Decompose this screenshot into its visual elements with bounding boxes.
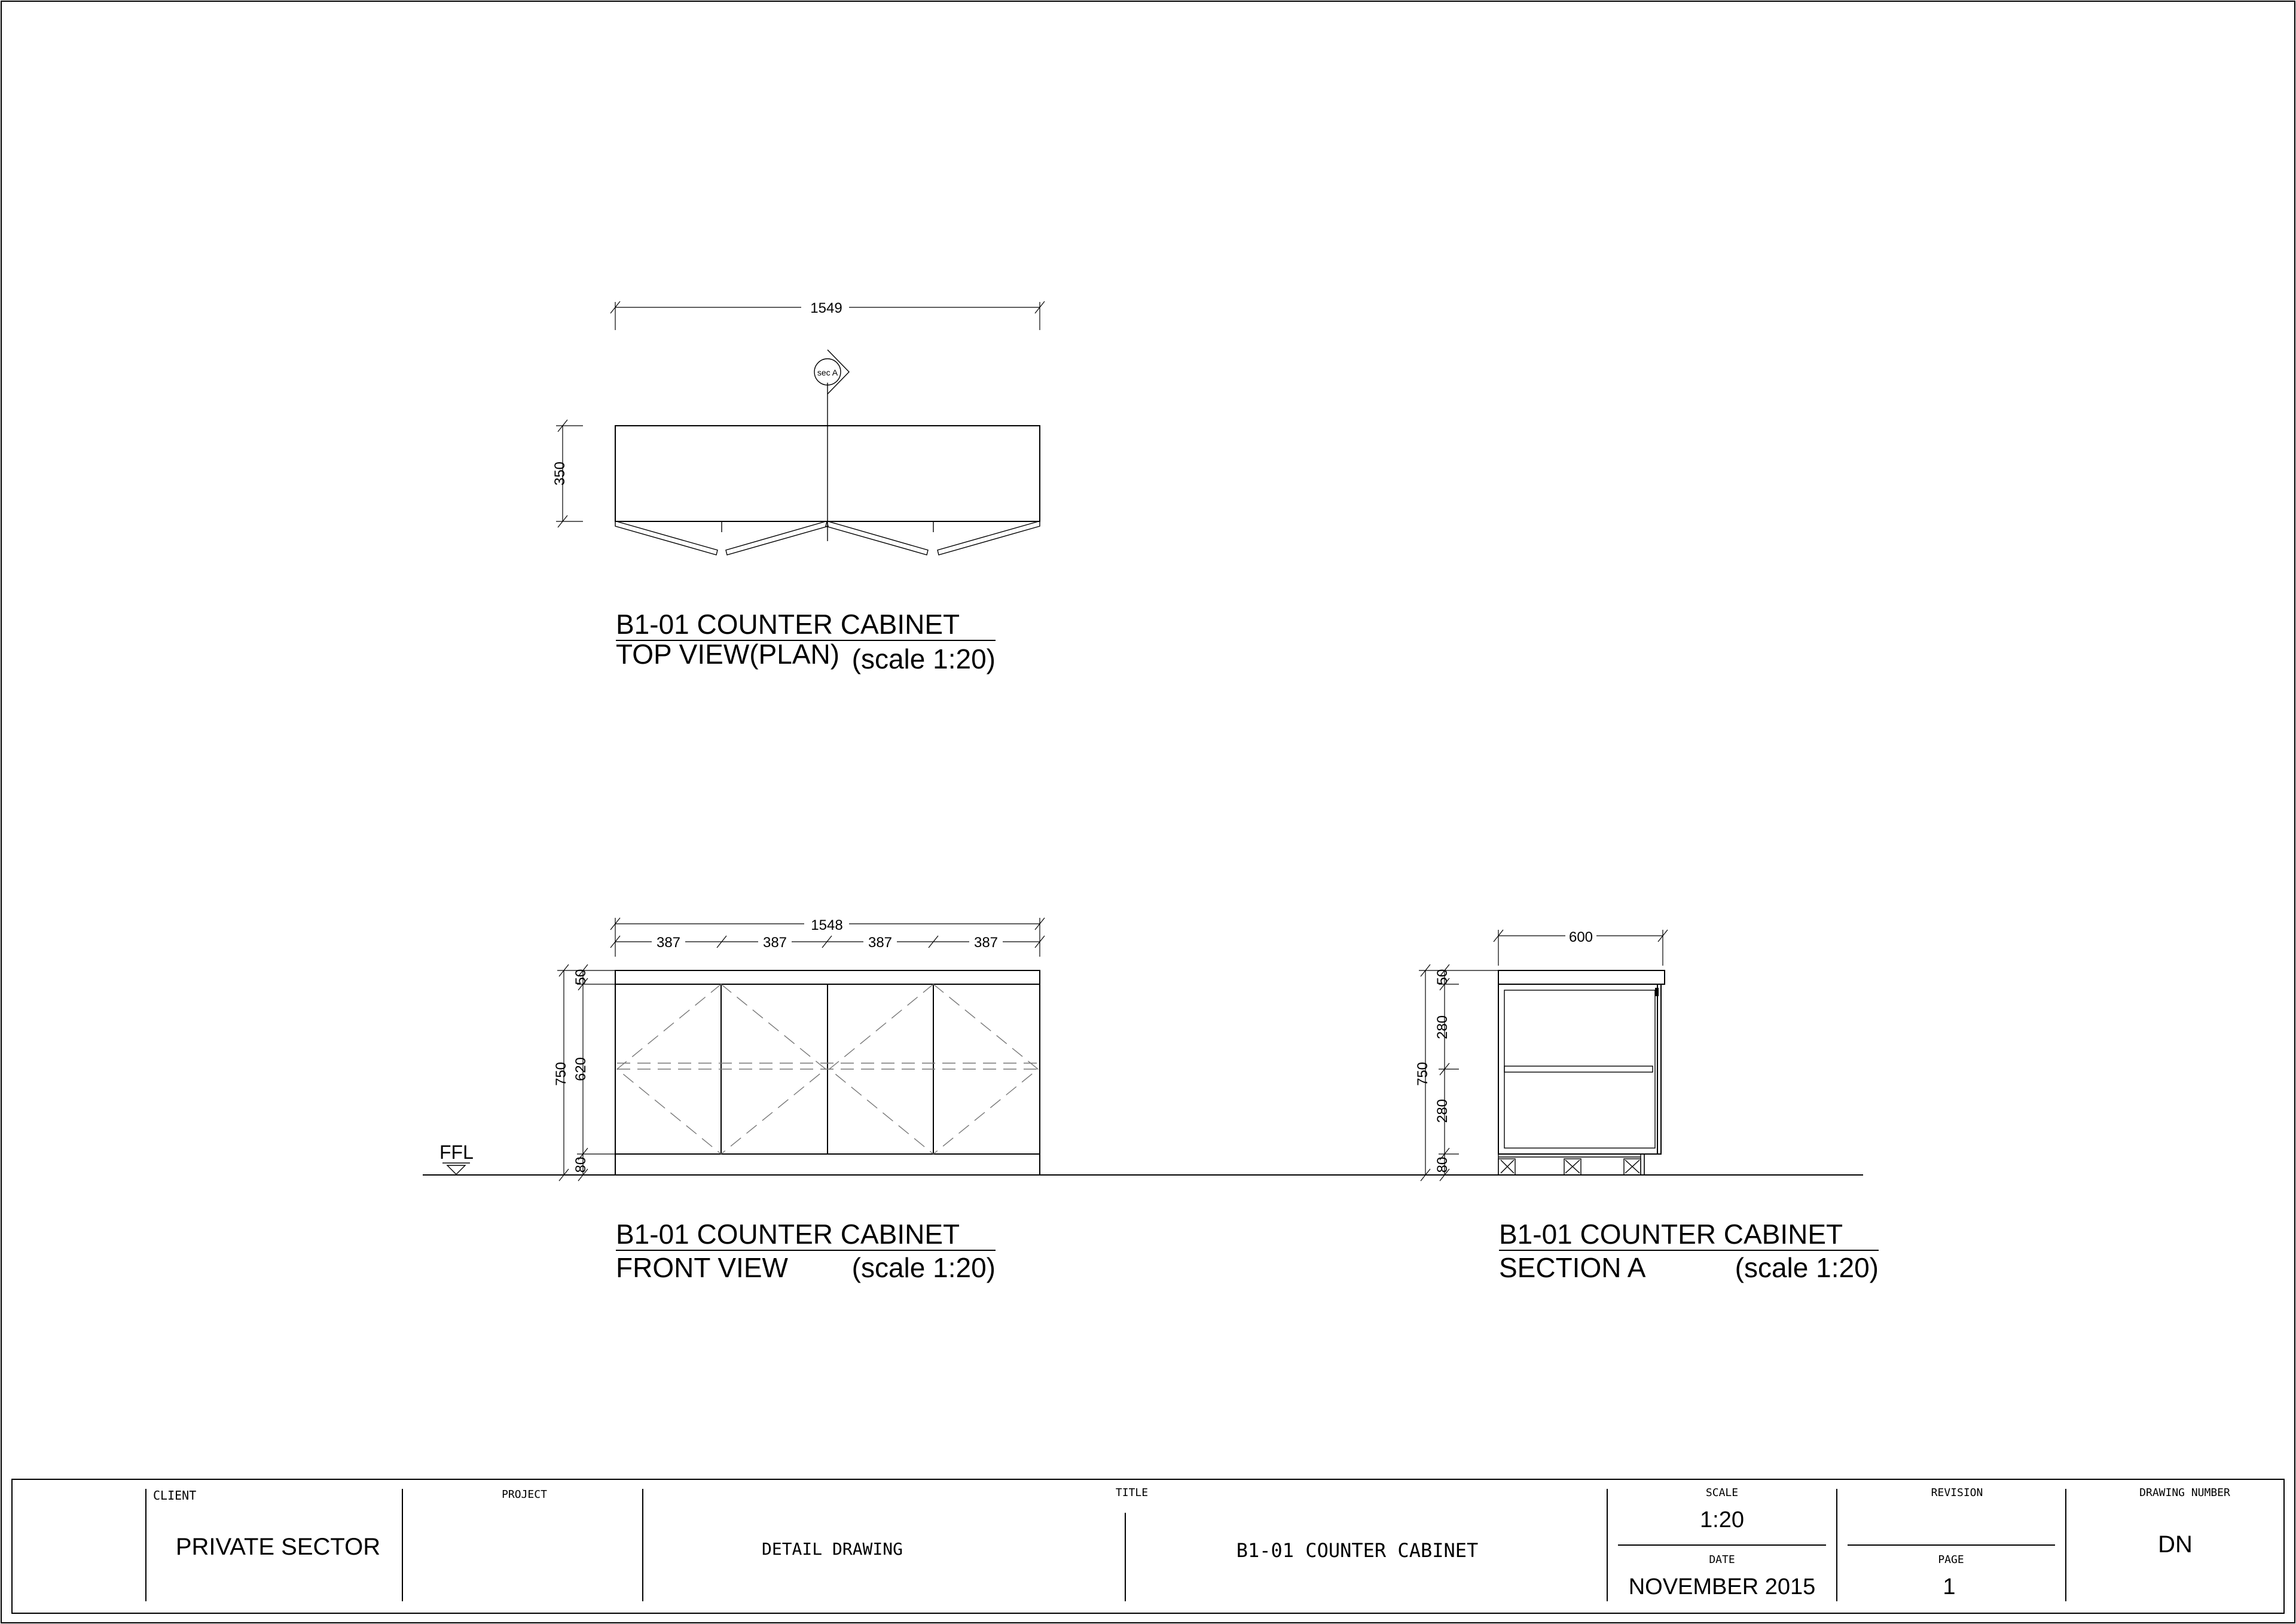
top-dim-depth: 350 <box>552 461 568 486</box>
client-value: PRIVATE SECTOR <box>175 1534 381 1560</box>
title-label: TITLE <box>1115 1486 1149 1499</box>
top-view-scale: (scale 1:20) <box>851 643 996 674</box>
drawing-number-value: DN <box>2158 1531 2193 1558</box>
title-block <box>12 1479 2284 1613</box>
front-dim-height: 750 <box>553 1061 569 1086</box>
front-dim-door-2: 387 <box>762 935 787 951</box>
front-dim-door-height: 620 <box>573 1057 589 1082</box>
section-dim-depth: 600 <box>1568 929 1593 945</box>
section-dim-plinth: 80 <box>1434 1156 1451 1173</box>
client-label: CLIENT <box>153 1488 197 1503</box>
revision-label: REVISION <box>1931 1486 1983 1499</box>
section-dim-height: 750 <box>1415 1061 1431 1086</box>
section-view-title: B1-01 COUNTER CABINET <box>1499 1219 1843 1250</box>
top-view-subtitle: TOP VIEW(PLAN) <box>616 639 840 670</box>
page-value: 1 <box>1943 1574 1956 1599</box>
front-dim-plinth: 80 <box>573 1156 589 1173</box>
date-value: NOVEMBER 2015 <box>1628 1574 1816 1599</box>
front-dim-door-4: 387 <box>973 935 999 951</box>
section-dim-upper: 280 <box>1434 1015 1451 1040</box>
drawing-number-label: DRAWING NUMBER <box>2139 1486 2230 1499</box>
front-view-title: B1-01 COUNTER CABINET <box>616 1219 960 1250</box>
front-dim-door-3: 387 <box>868 935 893 951</box>
front-view-scale: (scale 1:20) <box>851 1252 996 1283</box>
top-dim-width: 1549 <box>810 300 842 316</box>
top-view-drawing <box>552 299 1045 674</box>
floor-line <box>423 1141 1863 1175</box>
front-view-drawing <box>553 915 1045 1283</box>
section-view-subtitle: SECTION A <box>1499 1252 1646 1283</box>
section-a-marker: sec A <box>817 368 838 377</box>
page-label: PAGE <box>1938 1553 1964 1566</box>
title-left-value: DETAIL DRAWING <box>761 1539 903 1559</box>
front-view-subtitle: FRONT VIEW <box>616 1252 788 1283</box>
section-a-drawing <box>1415 927 1879 1283</box>
floor-label: FFL <box>439 1141 474 1163</box>
project-label: PROJECT <box>502 1488 547 1501</box>
section-view-scale: (scale 1:20) <box>1735 1252 1879 1283</box>
section-dim-top: 50 <box>1434 969 1451 985</box>
scale-value: 1:20 <box>1700 1507 1744 1533</box>
scale-label: SCALE <box>1705 1486 1739 1499</box>
front-dim-top: 50 <box>573 969 589 985</box>
section-dim-lower: 280 <box>1434 1098 1451 1124</box>
title-right-value: B1-01 COUNTER CABINET <box>1236 1539 1479 1562</box>
front-dim-width: 1548 <box>811 917 843 933</box>
top-view-title: B1-01 COUNTER CABINET <box>616 609 960 640</box>
front-dim-door-1: 387 <box>656 935 681 951</box>
date-label: DATE <box>1709 1553 1735 1566</box>
sheet-border <box>1 1 2295 1623</box>
